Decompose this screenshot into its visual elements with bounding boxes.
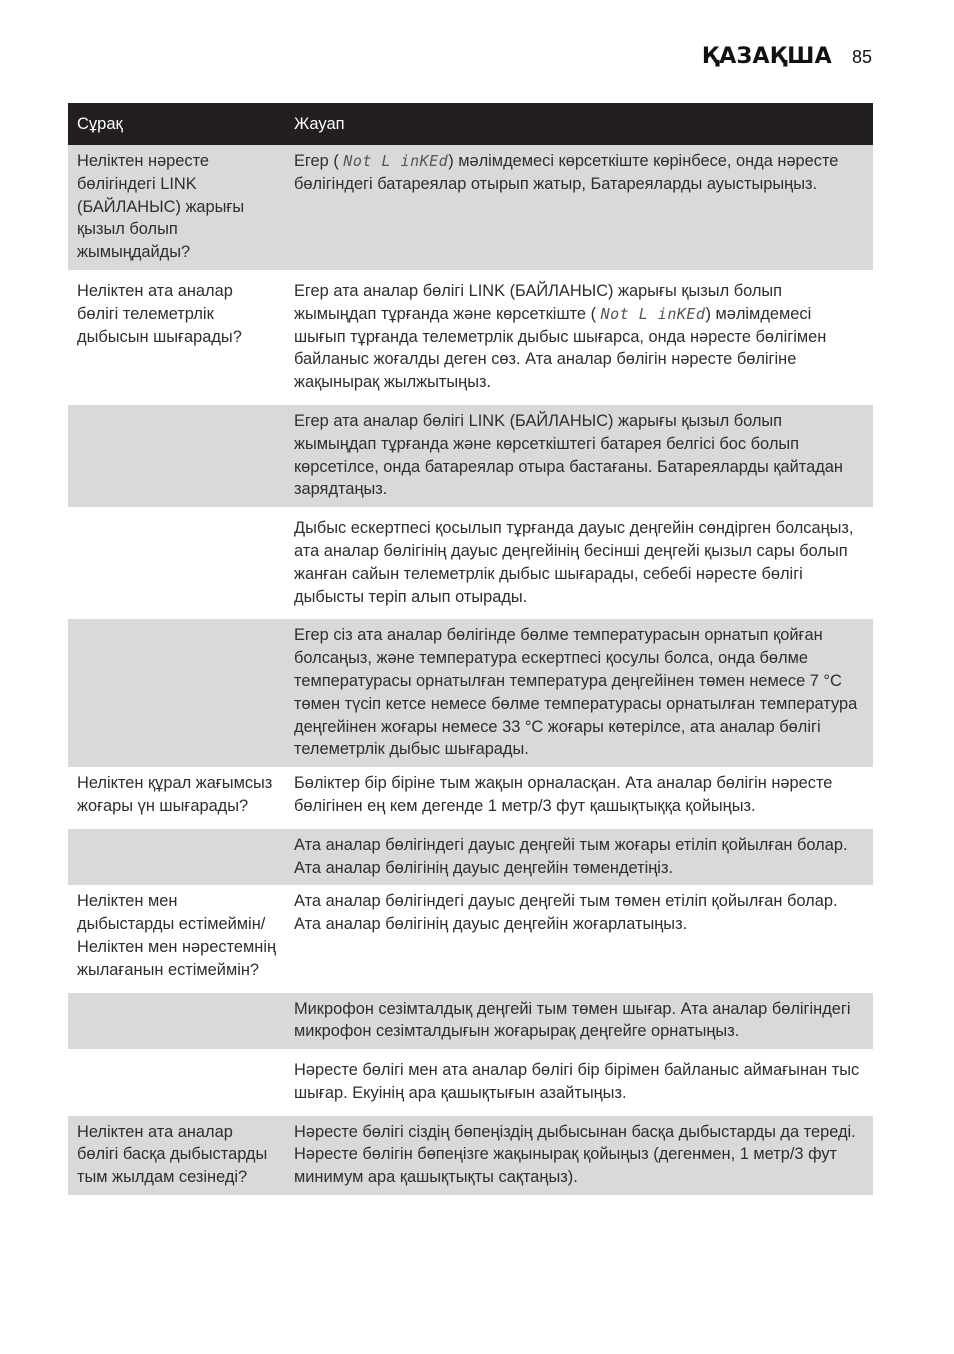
question-cell	[68, 510, 285, 617]
table-row	[68, 1113, 873, 1195]
answer-cell	[285, 145, 873, 272]
answer-cell: Бөліктер бір біріне тым жақын орналасқан. Ата аналар бөлігін нәресте бөлігінен ең кем дегенде 1 метр/3 фут қашықтыққа қойыңыз.	[294, 774, 833, 815]
table-row	[68, 272, 873, 402]
table-row	[68, 402, 873, 509]
table-row	[68, 767, 873, 826]
answer-cell: Егер ата аналар бөлігі LINK (БАЙЛАНЫС) жарығы қызыл болып жымыңдап тұрғанда және көрсеткіштегі батарея белгісі бос болып көрсетілсе, онда батареялар отыра бастағаны. Батареяларды қайтадан зарядтаңыз.	[285, 402, 873, 509]
answer-cell: Нәресте бөлігі мен ата аналар бөлігі бір бірімен байланыс аймағынан тыс шығар. Екуінің ара қашықтығын азайтыңыз.	[285, 1052, 873, 1114]
table-row	[68, 145, 873, 272]
answer-cell: Ата аналар бөлігіндегі дауыс деңгейі тым жоғары етіліп қойылған болар. Ата аналар бөлігінің дауыс деңгейін төмендетіңіз.	[285, 826, 873, 885]
answer-column-header: Жауап	[285, 103, 873, 145]
question-cell: Неліктен ата аналар бөлігі басқа дыбыстарды тым жылдам сезінеді?	[68, 1113, 285, 1195]
answer-text: Егер ата аналар бөлігі LINK (БАЙЛАНЫС) жарығы қызыл болып жымыңдап тұрғанда және көрсеткіште (	[294, 281, 783, 323]
troubleshooting-table	[68, 103, 873, 1195]
table-row	[68, 885, 873, 990]
answer-cell	[285, 272, 873, 402]
question-cell	[68, 990, 285, 1052]
question-cell	[68, 402, 285, 509]
page-header	[702, 44, 872, 69]
question-cell: Неліктен ата аналар бөлігі телеметрлік дыбысын шығарады?	[68, 272, 285, 402]
table-row	[68, 617, 873, 767]
language-title: ҚАЗАҚША	[701, 44, 832, 69]
question-cell	[68, 1052, 285, 1114]
display-message: Not L inKEd	[343, 152, 449, 170]
display-message: Not L inKEd	[600, 304, 706, 323]
table-header-row	[68, 103, 873, 145]
question-column-header: Сұрақ	[68, 103, 285, 145]
table-row	[68, 826, 873, 885]
answer-text: ) мәлімдемесі көрсеткіште көрінбесе, онда нәресте бөлігіндегі батареялар отырып жатыр, Батареяларды ауыстырыңыз.	[294, 152, 839, 193]
question-cell: Неліктен мен дыбыстарды естімеймін/Неліктен мен нәрестемнің жылағанын естімеймін?	[77, 892, 277, 979]
table-row	[68, 990, 873, 1052]
answer-cell: Ата аналар бөлігіндегі дауыс деңгейі тым төмен етіліп қойылған болар. Ата аналар бөлігінің дауыс деңгейін жоғарлатыңыз.	[294, 892, 838, 934]
answer-cell: Дыбыс ескертпесі қосылып тұрғанда дауыс деңгейін сөндірген болсаңыз, ата аналар бөлігінің дауыс деңгейінің бесінші деңгейі қызыл сары болып жанған сайын телеметрлік дыбыс шығарады, себебі нәресте бөлігі дыбысты теріп алып отырады.	[285, 510, 873, 617]
table-row	[68, 510, 873, 617]
question-cell: Неліктен құрал жағымсыз жоғары үн шығарады?	[77, 774, 273, 815]
question-cell	[68, 826, 285, 885]
answer-cell: Микрофон сезімталдық деңгейі тым төмен шығар. Ата аналар бөлігіндегі микрофон сезімталдығын жоғарырақ деңгейге орнатыңыз.	[285, 990, 873, 1052]
page-number: 85	[851, 47, 872, 67]
answer-cell: Нәресте бөлігі сіздің бөпеңіздің дыбысынан басқа дыбыстарды да тереді. Нәресте бөлігін бөпеңізге жақынырақ қойыңыз (дегенмен, 1 метр/3 фут минимум ара қашықтықты сақтаңыз).	[285, 1113, 873, 1195]
answer-cell: Егер сіз ата аналар бөлігінде бөлме температурасын орнатып қойған болсаңыз, және температура ескертпесі қосулы болса, онда бөлме температурасы орнатылған температура деңгейінен төмен немесе 7 °C төмен түсіп кетсе немесе бөлме температурасы орнатылған температура деңгейінен жоғары немесе 33 °C жоғары көтерілсе, ата аналар бөлігі телеметрлік дыбыс шығарады.	[285, 617, 873, 767]
answer-text: ) мәлімдемесі шығып тұрғанда телеметрлік дыбыс шығарса, онда нәресте бөлігімен байланыс жоғалды деген сөз. Ата аналар бөлігін нәресте бөлігіне жақынырақ жылжытыңыз.	[294, 304, 827, 392]
table-row	[68, 1052, 873, 1114]
question-cell	[68, 617, 285, 767]
question-cell: Неліктен нәресте бөлігіндегі LINK (БАЙЛАНЫС) жарығы қызыл болып жымыңдайды?	[68, 145, 285, 272]
answer-text: Егер (	[294, 152, 344, 170]
